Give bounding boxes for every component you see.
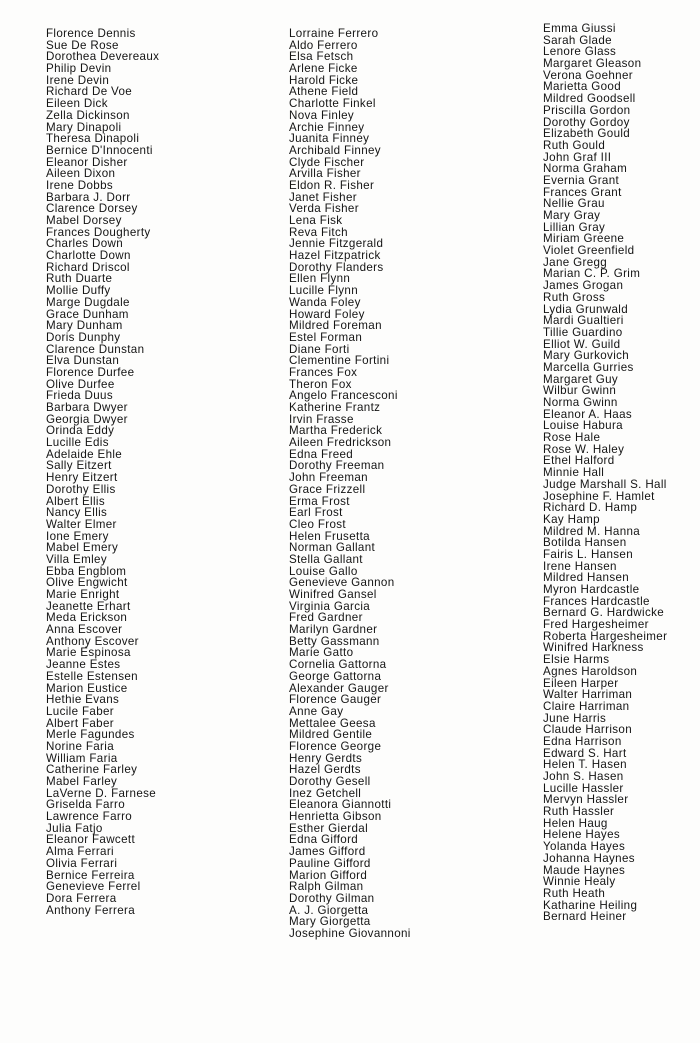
- list-item: Frances Fox: [289, 365, 358, 379]
- list-item: Sally Eitzert: [46, 459, 112, 473]
- list-item: Anna Escover: [46, 623, 123, 637]
- list-item: Lawrence Farro: [46, 810, 133, 824]
- list-item: Ruth Hassler: [543, 805, 615, 819]
- list-item: John Freeman: [289, 471, 368, 485]
- list-item: Zella Dickinson: [46, 108, 130, 122]
- list-item: Frances Grant: [543, 185, 622, 199]
- list-item: Sue De Rose: [46, 38, 119, 52]
- list-item: Emma Giussi: [543, 22, 616, 35]
- list-item: Claude Harrison: [543, 723, 633, 737]
- list-item: Florence Dennis: [46, 27, 136, 40]
- list-item: Hazel Fitzpatrick: [289, 249, 381, 263]
- list-item: Florence Durfee: [46, 365, 135, 379]
- list-item: Grace Frizzell: [289, 482, 366, 496]
- list-item: Jeanette Erhart: [46, 599, 131, 613]
- list-item: Mary Giorgetta: [289, 915, 371, 929]
- list-item: Lorraine Ferrero: [289, 27, 379, 40]
- list-item: Irene Hansen: [543, 559, 617, 573]
- list-item: Fred Hargesheimer: [543, 618, 649, 632]
- list-item: Jeanne Estes: [46, 658, 121, 672]
- list-item: Winnie Healy: [543, 875, 616, 889]
- list-item: Wanda Foley: [289, 295, 361, 309]
- list-item: Ebba Engblom: [46, 564, 127, 578]
- list-item: Richard D. Hamp: [543, 501, 638, 515]
- list-item: Dora Ferrera: [46, 891, 117, 905]
- list-item: Miriam Greene: [543, 232, 625, 246]
- list-item: Nova Finley: [289, 108, 355, 122]
- list-item: Mildred M. Hanna: [543, 524, 641, 538]
- list-item: Mary Gurkovich: [543, 349, 630, 363]
- list-item: Florence Gauger: [289, 693, 382, 707]
- list-item: Betty Gassmann: [289, 634, 380, 648]
- list-item: Eldon R. Fisher: [289, 178, 375, 192]
- list-item: Theresa Dinapoli: [46, 132, 140, 146]
- list-item: Griselda Farro: [46, 798, 125, 812]
- list-item: Dorothy Flanders: [289, 260, 384, 274]
- list-item: Archibald Finney: [289, 143, 381, 157]
- list-item: Richard Driscol: [46, 260, 130, 274]
- list-item: Charles Down: [46, 237, 124, 251]
- list-item: Edna Harrison: [543, 734, 622, 748]
- list-item: Irene Devin: [46, 73, 110, 87]
- list-item: Alexander Gauger: [289, 681, 389, 695]
- list-item: Henry Gerdts: [289, 751, 363, 765]
- list-item: Helene Hayes: [543, 828, 621, 842]
- list-item: Nancy Ellis: [46, 506, 108, 520]
- list-item: Barbara Dwyer: [46, 401, 128, 414]
- list-item: Violet Greenfield: [543, 244, 635, 258]
- list-item: Maude Haynes: [543, 863, 626, 877]
- list-item: Arlene Ficke: [289, 62, 358, 76]
- list-item: Barbara J. Dorr: [46, 190, 131, 204]
- list-item: Mildred Foreman: [289, 319, 382, 333]
- list-item: Mary Dinapoli: [46, 120, 122, 134]
- list-item: Anthony Escover: [46, 634, 139, 648]
- list-item: Ellen Flynn: [289, 272, 351, 286]
- list-item: Rose W. Haley: [543, 442, 625, 456]
- list-item: Ruth Heath: [543, 886, 606, 900]
- list-item: Elizabeth Gould: [543, 127, 631, 141]
- list-item: Helen Frusetta: [289, 529, 370, 543]
- list-item: Ione Emery: [46, 529, 109, 543]
- list-item: Marie Enright: [46, 588, 120, 601]
- list-item: Mettalee Geesa: [289, 716, 376, 730]
- list-item: Mardi Gualtieri: [543, 314, 624, 328]
- list-item: Josephine Giovannoni: [289, 926, 411, 940]
- list-item: Lenore Glass: [543, 45, 617, 59]
- list-item: Bernice Ferreira: [46, 868, 135, 882]
- list-item: Dorothy Gordoy: [543, 115, 630, 129]
- list-item: Georgia Dwyer: [46, 412, 128, 426]
- list-item: Yolanda Hayes: [543, 840, 626, 854]
- list-item: Norma Graham: [543, 162, 628, 176]
- list-item: Catherine Farley: [46, 763, 138, 777]
- list-item: Janet Fisher: [289, 190, 357, 204]
- list-item: Anne Gay: [289, 704, 344, 718]
- list-item: Elsie Harms: [543, 653, 610, 667]
- list-item: Marge Dugdale: [46, 295, 130, 309]
- list-item: Rose Hale: [543, 431, 601, 445]
- list-item: Alma Ferrari: [46, 845, 114, 859]
- list-item: Edward S. Hart: [543, 746, 627, 760]
- list-item: A. J. Giorgetta: [289, 903, 369, 917]
- list-item: Mabel Dorsey: [46, 214, 122, 227]
- list-item: Angelo Francesconi: [289, 389, 398, 403]
- list-item: Katherine Frantz: [289, 401, 381, 414]
- list-item: Eleanora Giannotti: [289, 798, 392, 812]
- list-item: Archie Finney: [289, 120, 365, 134]
- list-item: Margaret Guy: [543, 372, 619, 386]
- list-item: Jennie Fitzgerald: [289, 237, 384, 251]
- list-item: Lucille Edis: [46, 436, 109, 450]
- list-item: Bernice D'Innocenti: [46, 143, 153, 157]
- list-item: Pauline Gifford: [289, 856, 371, 870]
- list-item: John Graf III: [543, 150, 612, 164]
- list-item: Stella Gallant: [289, 552, 363, 566]
- list-item: Elva Dunstan: [46, 354, 120, 368]
- list-item: Johanna Haynes: [543, 851, 635, 865]
- list-item: Edna Gifford: [289, 833, 359, 847]
- list-item: Evernia Grant: [543, 173, 620, 187]
- list-item: Fred Gardner: [289, 611, 363, 625]
- list-item: Lucile Faber: [46, 704, 114, 718]
- list-item: Virginia Garcia: [289, 599, 371, 613]
- list-item: Mollie Duffy: [46, 284, 111, 298]
- list-item: Verda Fisher: [289, 202, 359, 216]
- list-item: Marion Gifford: [289, 868, 368, 882]
- list-item: Florence George: [289, 739, 382, 753]
- list-item: LaVerne D. Farnese: [46, 786, 157, 800]
- list-item: Orinda Eddy: [46, 424, 115, 438]
- list-item: Sarah Glade: [543, 33, 612, 47]
- list-item: Frances Hardcastle: [543, 594, 650, 608]
- list-item: Cornelia Gattorna: [289, 658, 387, 672]
- list-item: Marietta Good: [543, 80, 622, 94]
- list-item: Arvilla Fisher: [289, 167, 361, 181]
- list-item: George Gattorna: [289, 669, 382, 683]
- list-item: Charlotte Down: [46, 249, 131, 263]
- list-item: Walter Harriman: [543, 688, 633, 702]
- list-item: Athene Field: [289, 85, 359, 99]
- list-item: Philip Devin: [46, 62, 112, 76]
- list-item: Lydia Grunwald: [543, 302, 629, 316]
- list-item: Mabel Emery: [46, 541, 119, 555]
- list-item: Katharine Heiling: [543, 898, 638, 912]
- list-item: Ruth Gould: [543, 138, 606, 152]
- list-item: Dorothy Gesell: [289, 775, 371, 788]
- list-item: Estelle Estensen: [46, 669, 138, 683]
- list-item: Marian C. P. Grim: [543, 267, 641, 281]
- list-item: Theron Fox: [289, 377, 352, 391]
- list-item: Diane Forti: [289, 342, 350, 356]
- list-item: Mabel Farley: [46, 775, 118, 788]
- list-item: Julia Fatjo: [46, 821, 103, 835]
- list-item: Norine Faria: [46, 739, 114, 753]
- list-item: Doris Dunphy: [46, 330, 121, 344]
- list-item: Verona Goehner: [543, 68, 633, 82]
- list-item: Clarence Dunstan: [46, 342, 145, 356]
- list-item: Marilyn Gardner: [289, 623, 378, 637]
- list-item: Dorothea Devereaux: [46, 50, 160, 64]
- list-item: Claire Harriman: [543, 699, 630, 713]
- list-item: Walter Elmer: [46, 517, 117, 531]
- list-item: Mary Dunham: [46, 319, 123, 333]
- list-item: Reva Fitch: [289, 225, 348, 239]
- list-item: Henrietta Gibson: [289, 810, 382, 824]
- list-item: Judge Marshall S. Hall: [543, 477, 667, 491]
- list-item: June Harris: [543, 711, 607, 725]
- name-column-2: [289, 28, 411, 940]
- list-item: Dorothy Freeman: [289, 459, 385, 473]
- list-item: Aileen Fredrickson: [289, 436, 392, 450]
- list-item: Mervyn Hassler: [543, 793, 629, 807]
- list-item: Frieda Duus: [46, 389, 113, 403]
- list-item: Ruth Duarte: [46, 272, 113, 286]
- list-item: Ruth Gross: [543, 290, 606, 304]
- list-item: Inez Getchell: [289, 786, 362, 800]
- list-item: Minnie Hall: [543, 466, 605, 480]
- list-item: Botilda Hansen: [543, 536, 627, 550]
- list-item: Elliot W. Guild: [543, 337, 621, 351]
- list-item: Howard Foley: [289, 307, 365, 321]
- list-item: Clementine Fortini: [289, 354, 390, 368]
- list-item: James Grogan: [543, 279, 624, 293]
- list-item: Olive Engwicht: [46, 576, 128, 590]
- list-item: Esther Gierdal: [289, 821, 369, 835]
- list-item: Margaret Gleason: [543, 57, 642, 71]
- list-item: Marie Espinosa: [46, 646, 131, 660]
- list-item: Grace Dunham: [46, 307, 129, 321]
- list-item: James Gifford: [289, 845, 366, 859]
- list-item: Norma Gwinn: [543, 396, 618, 409]
- list-item: Fairis L. Hansen: [543, 547, 634, 561]
- list-item: Edna Freed: [289, 447, 354, 461]
- list-item: Henry Eitzert: [46, 471, 118, 485]
- list-item: Louise Habura: [543, 419, 623, 433]
- list-item: Mildred Gentile: [289, 728, 373, 742]
- list-item: Agnes Haroldson: [543, 664, 638, 678]
- list-item: Bernard G. Hardwicke: [543, 606, 665, 620]
- list-item: Harold Ficke: [289, 73, 359, 87]
- list-item: Irvin Frasse: [289, 412, 354, 426]
- list-item: Priscilla Gordon: [543, 103, 631, 117]
- list-item: Martha Frederick: [289, 424, 383, 438]
- list-item: Olivia Ferrari: [46, 856, 118, 870]
- list-item: Mildred Goodsell: [543, 92, 636, 106]
- list-item: Irene Dobbs: [46, 178, 114, 192]
- list-item: Frances Dougherty: [46, 225, 151, 239]
- list-item: Genevieve Ferrel: [46, 880, 141, 894]
- list-item: Adelaide Ehle: [46, 447, 123, 461]
- name-column-1: [46, 28, 159, 916]
- name-column-3: [543, 23, 667, 923]
- list-item: Helen Haug: [543, 816, 608, 830]
- list-item: Aileen Dixon: [46, 167, 116, 181]
- list-item: Elsa Fetsch: [289, 50, 354, 64]
- list-item: Charlotte Finkel: [289, 97, 376, 111]
- list-item: Mildred Hansen: [543, 571, 630, 585]
- list-item: Olive Durfee: [46, 377, 115, 391]
- list-item: Villa Emley: [46, 552, 107, 566]
- list-item: Nellie Grau: [543, 197, 605, 211]
- list-item: Bernard Heiner: [543, 910, 627, 924]
- list-item: Lena Fisk: [289, 214, 343, 227]
- list-item: Jane Gregg: [543, 255, 608, 269]
- list-item: Eleanor Disher: [46, 155, 128, 169]
- list-item: Eileen Harper: [543, 676, 619, 690]
- list-item: Genevieve Gannon: [289, 576, 395, 590]
- list-item: Kay Hamp: [543, 512, 600, 526]
- list-item: Merle Fagundes: [46, 728, 135, 742]
- list-item: Norman Gallant: [289, 541, 376, 555]
- list-item: Eileen Dick: [46, 97, 108, 111]
- list-item: Mary Gray: [543, 209, 601, 222]
- list-item: Josephine F. Hamlet: [543, 489, 655, 503]
- list-item: Myron Hardcastle: [543, 583, 640, 596]
- list-item: Wilbur Gwinn: [543, 384, 617, 398]
- list-item: Earl Frost: [289, 506, 343, 520]
- list-item: Erma Frost: [289, 494, 350, 508]
- list-item: William Faria: [46, 751, 118, 765]
- list-item: Anthony Ferrera: [46, 903, 136, 917]
- list-item: Lucille Hassler: [543, 781, 624, 795]
- list-item: Juanita Finney: [289, 132, 370, 146]
- list-item: Eleanor A. Haas: [543, 407, 633, 421]
- list-item: Winifred Harkness: [543, 641, 644, 655]
- list-item: Tillie Guardino: [543, 325, 623, 339]
- list-item: Dorothy Gilman: [289, 891, 375, 905]
- list-item: Marie Gatto: [289, 646, 354, 660]
- list-item: Ralph Gilman: [289, 880, 364, 894]
- list-item: Ethel Halford: [543, 454, 615, 468]
- list-item: Meda Erickson: [46, 611, 128, 625]
- list-item: Aldo Ferrero: [289, 38, 358, 52]
- list-item: Albert Ellis: [46, 494, 105, 508]
- list-item: John S. Hasen: [543, 770, 624, 783]
- list-item: Hazel Gerdts: [289, 763, 361, 777]
- list-item: Clarence Dorsey: [46, 202, 138, 216]
- list-item: Albert Faber: [46, 716, 114, 730]
- list-item: Lucille Flynn: [289, 284, 358, 298]
- list-item: Marion Eustice: [46, 681, 128, 695]
- list-item: Roberta Hargesheimer: [543, 629, 668, 643]
- list-item: Lillian Gray: [543, 220, 606, 234]
- list-item: Helen T. Hasen: [543, 758, 627, 772]
- list-item: Winifred Gansel: [289, 588, 377, 601]
- list-item: Louise Gallo: [289, 564, 358, 578]
- list-item: Hethie Evans: [46, 693, 120, 707]
- list-item: Richard De Voe: [46, 85, 133, 99]
- list-item: Marcella Gurries: [543, 360, 634, 374]
- list-item: Clyde Fischer: [289, 155, 365, 169]
- list-item: Dorothy Ellis: [46, 482, 116, 496]
- list-item: Estel Forman: [289, 330, 363, 344]
- list-item: Eleanor Fawcett: [46, 833, 136, 847]
- list-item: Cleo Frost: [289, 517, 346, 531]
